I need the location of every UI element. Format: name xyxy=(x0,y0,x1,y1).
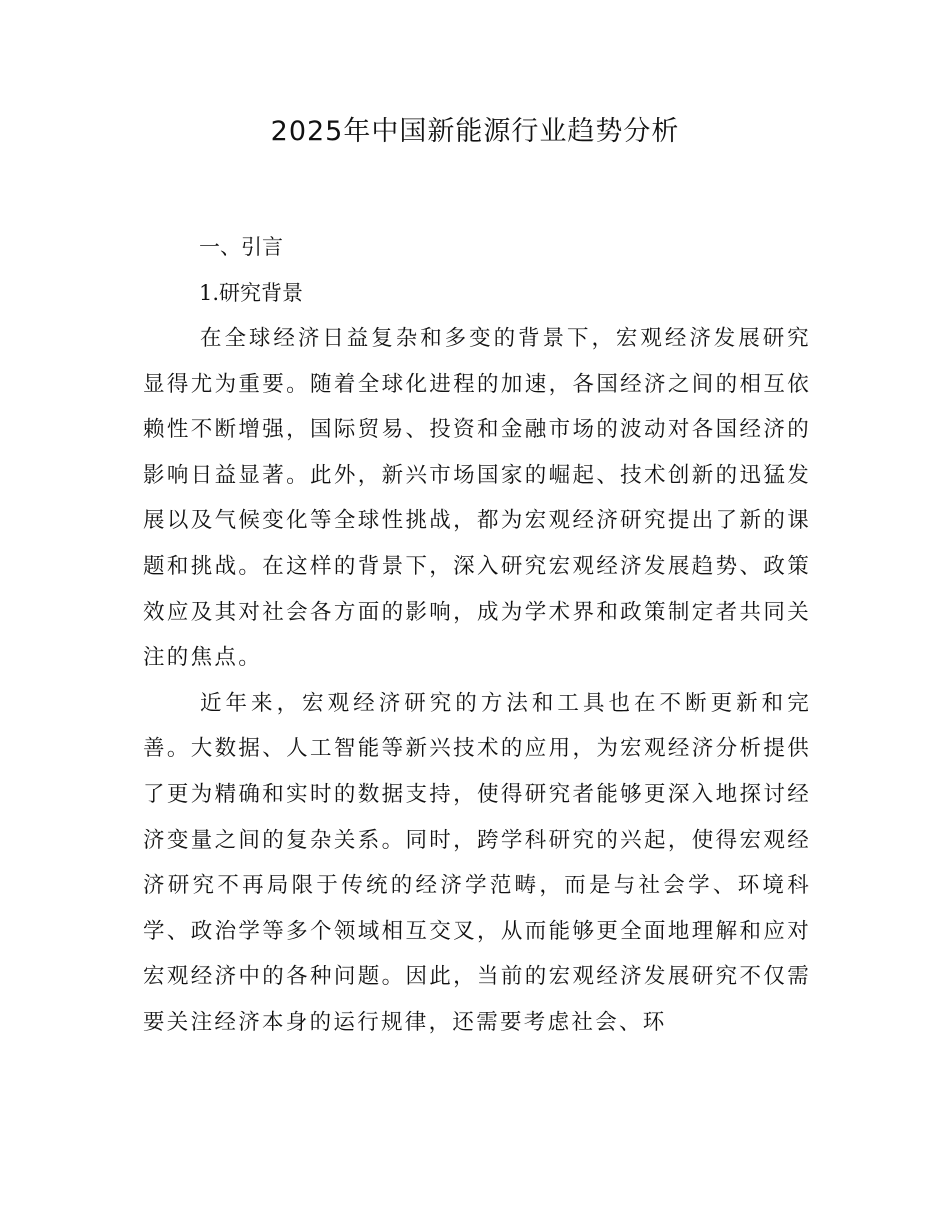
document-body xyxy=(143,224,811,1046)
document-title: 2025年中国新能源行业趋势分析 xyxy=(270,116,680,147)
body-paragraph-1: 在全球经济日益复杂和多变的背景下，宏观经济发展研究显得尤为重要。随着全球化进程的加速，各国经济之间的相互依赖性不断增强，国际贸易、投资和金融市场的波动对各国经济的影响日益显著。此外，新兴市场国家的崛起、技术创新的迅猛发展以及气候变化等全球性挑战，都为宏观经济研究提出了新的课题和挑战。在这样的背景下，深入研究宏观经济发展趋势、政策效应及其对社会各方面的影响，成为学术界和政策制定者共同关注的焦点。 xyxy=(143,326,811,671)
body-paragraph-2: 近年来，宏观经济研究的方法和工具也在不断更新和完善。大数据、人工智能等新兴技术的应用，为宏观经济分析提供了更为精确和实时的数据支持，使得研究者能够更深入地探讨经济变量之间的复杂关系。同时，跨学科研究的兴起，使得宏观经济研究不再局限于传统的经济学范畴，而是与社会学、环境科学、政治学等多个领域相互交叉，从而能够更全面地理解和应对宏观经济中的各种问题。因此，当前的宏观经济发展研究不仅需要关注经济本身的运行规律，还需要考虑社会、环 xyxy=(143,690,811,1035)
subsection-heading: 1.研究背景 xyxy=(199,281,304,305)
section-heading: 一、引言 xyxy=(199,235,283,259)
